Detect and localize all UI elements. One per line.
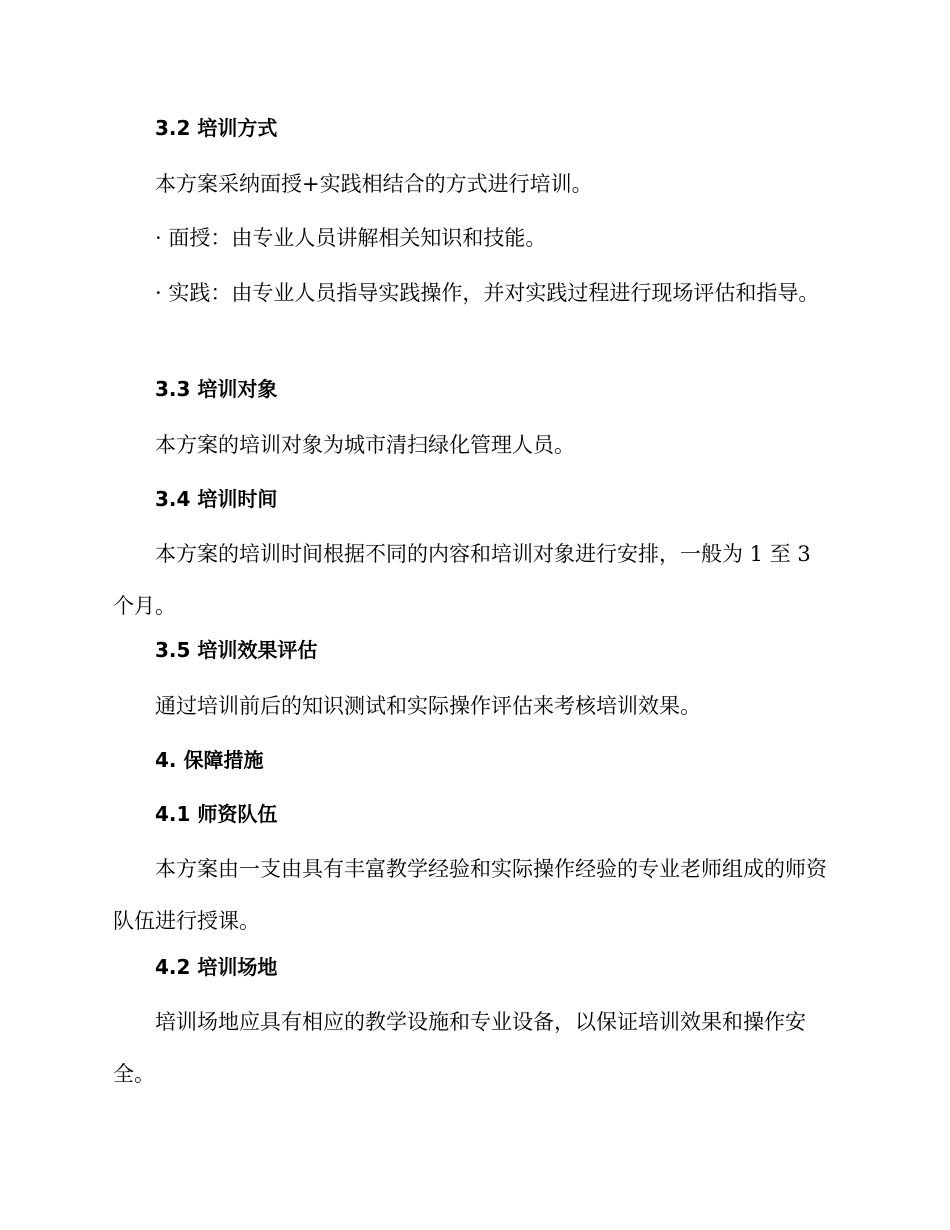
- heading-3-5: 3.5 培训效果评估: [155, 638, 318, 662]
- bullet-lecture: · 面授：由专业人员讲解相关知识和技能。: [155, 226, 547, 250]
- heading-4-2: 4.2 培训场地: [155, 955, 278, 979]
- heading-3-3: 3.3 培训对象: [155, 377, 278, 401]
- heading-4-1: 4.1 师资队伍: [155, 802, 278, 826]
- paragraph-training-target: 本方案的培训对象为城市清扫绿化管理人员。: [155, 433, 575, 457]
- heading-4: 4. 保障措施: [155, 748, 264, 772]
- paragraph-evaluation: 通过培训前后的知识测试和实际操作评估来考核培训效果。: [155, 694, 701, 718]
- heading-3-4: 3.4 培训时间: [155, 487, 278, 511]
- paragraph-venue: 培训场地应具有相应的教学设施和专业设备，以保证培训效果和操作安全。: [113, 1010, 806, 1086]
- heading-3-2: 3.2 培训方式: [155, 116, 278, 140]
- paragraph-training-time: 本方案的培训时间根据不同的内容和培训对象进行安排，一般为 1 至 3 个月。: [113, 542, 811, 618]
- bullet-practice: · 实践：由专业人员指导实践操作，并对实践过程进行现场评估和指导。: [155, 281, 820, 305]
- paragraph-teachers: 本方案由一支由具有丰富教学经验和实际操作经验的专业老师组成的师资队伍进行授课。: [113, 857, 827, 933]
- paragraph-training-method: 本方案采纳面授+实践相结合的方式进行培训。: [155, 172, 593, 196]
